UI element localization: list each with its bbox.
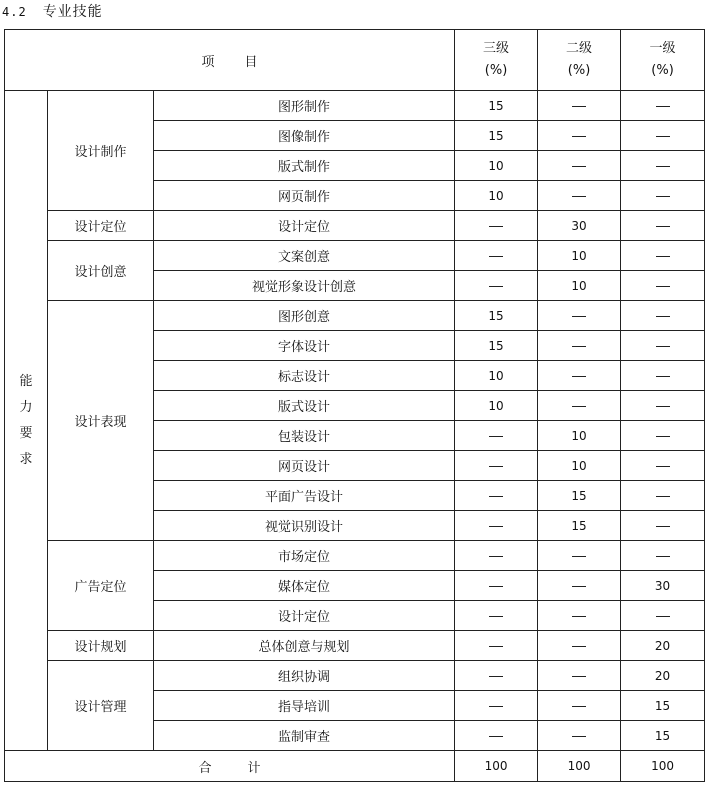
- level-name: 三级: [483, 41, 510, 56]
- item-name: 包装设计: [154, 421, 455, 451]
- dash-mark: [656, 316, 670, 317]
- value-cell: 20: [621, 661, 705, 691]
- item-name: 图形制作: [154, 91, 455, 121]
- item-name: 指导培训: [154, 691, 455, 721]
- dash-mark: [489, 496, 503, 497]
- dash-mark: [572, 166, 586, 167]
- group-name: 设计表现: [48, 301, 154, 541]
- empty-value-cell: [455, 571, 538, 601]
- empty-value-cell: [621, 361, 705, 391]
- dash-mark: [489, 466, 503, 467]
- header-item-label-2: 目: [244, 54, 258, 70]
- group-name: 设计创意: [48, 241, 154, 301]
- dash-mark: [656, 166, 670, 167]
- empty-value-cell: [455, 451, 538, 481]
- value-cell: 15: [621, 721, 705, 751]
- total-row: [5, 751, 705, 782]
- empty-value-cell: [621, 391, 705, 421]
- group-name: 设计管理: [48, 661, 154, 751]
- dash-mark: [489, 706, 503, 707]
- empty-value-cell: [621, 181, 705, 211]
- dash-mark: [656, 466, 670, 467]
- item-name: 设计定位: [154, 211, 455, 241]
- table-row: [5, 661, 705, 691]
- dash-mark: [489, 586, 503, 587]
- dash-mark: [656, 196, 670, 197]
- item-name: 网页制作: [154, 181, 455, 211]
- empty-value-cell: [455, 721, 538, 751]
- table-body: [5, 91, 705, 751]
- side-label-cell: [5, 91, 48, 751]
- item-name: 字体设计: [154, 331, 455, 361]
- empty-value-cell: [621, 91, 705, 121]
- total-label-2: 计: [247, 760, 261, 776]
- empty-value-cell: [621, 121, 705, 151]
- empty-value-cell: [455, 271, 538, 301]
- dash-mark: [656, 256, 670, 257]
- value-cell: 15: [621, 691, 705, 721]
- item-name: 图形创意: [154, 301, 455, 331]
- value-cell: 20: [621, 631, 705, 661]
- dash-mark: [656, 346, 670, 347]
- empty-value-cell: [621, 331, 705, 361]
- dash-mark: [572, 706, 586, 707]
- empty-value-cell: [455, 601, 538, 631]
- total-label-cell: [5, 751, 455, 782]
- empty-value-cell: [621, 481, 705, 511]
- empty-value-cell: [621, 151, 705, 181]
- header-row: [5, 30, 705, 91]
- section-number: 4.2: [2, 5, 27, 19]
- dash-mark: [656, 496, 670, 497]
- value-cell: 15: [538, 511, 621, 541]
- empty-value-cell: [621, 301, 705, 331]
- table-row: [5, 91, 705, 121]
- dash-mark: [572, 376, 586, 377]
- dash-mark: [656, 616, 670, 617]
- item-name: 市场定位: [154, 541, 455, 571]
- empty-value-cell: [621, 421, 705, 451]
- header-item-label-1: 项: [201, 54, 215, 70]
- dash-mark: [656, 526, 670, 527]
- empty-value-cell: [538, 661, 621, 691]
- empty-value-cell: [455, 211, 538, 241]
- dash-mark: [572, 346, 586, 347]
- empty-value-cell: [621, 241, 705, 271]
- item-name: 设计定位: [154, 601, 455, 631]
- dash-mark: [572, 736, 586, 737]
- value-cell: 10: [538, 241, 621, 271]
- dash-mark: [489, 676, 503, 677]
- dash-mark: [572, 136, 586, 137]
- dash-mark: [572, 586, 586, 587]
- value-cell: 15: [455, 91, 538, 121]
- empty-value-cell: [538, 181, 621, 211]
- item-name: 版式设计: [154, 391, 455, 421]
- empty-value-cell: [538, 361, 621, 391]
- item-name: 总体创意与规划: [154, 631, 455, 661]
- empty-value-cell: [621, 601, 705, 631]
- empty-value-cell: [538, 121, 621, 151]
- group-name: 设计定位: [48, 211, 154, 241]
- item-name: 组织协调: [154, 661, 455, 691]
- level-name: 二级: [566, 41, 593, 56]
- header-level-1: [621, 30, 705, 91]
- table-row: [5, 211, 705, 241]
- dash-mark: [656, 436, 670, 437]
- item-name: 标志设计: [154, 361, 455, 391]
- dash-mark: [489, 736, 503, 737]
- value-cell: 10: [455, 361, 538, 391]
- empty-value-cell: [621, 541, 705, 571]
- value-cell: 10: [455, 391, 538, 421]
- value-cell: 10: [538, 421, 621, 451]
- group-name: 设计规划: [48, 631, 154, 661]
- dash-mark: [572, 556, 586, 557]
- header-level-2: [538, 30, 621, 91]
- empty-value-cell: [538, 331, 621, 361]
- group-name: 广告定位: [48, 541, 154, 631]
- table-row: [5, 301, 705, 331]
- empty-value-cell: [455, 481, 538, 511]
- dash-mark: [489, 616, 503, 617]
- dash-mark: [489, 256, 503, 257]
- level-unit: (%): [651, 63, 674, 78]
- total-level-1: 100: [621, 751, 705, 782]
- item-name: 视觉识别设计: [154, 511, 455, 541]
- empty-value-cell: [455, 541, 538, 571]
- dash-mark: [489, 646, 503, 647]
- dash-mark: [656, 226, 670, 227]
- dash-mark: [572, 406, 586, 407]
- value-cell: 30: [538, 211, 621, 241]
- value-cell: 10: [455, 181, 538, 211]
- empty-value-cell: [455, 241, 538, 271]
- value-cell: 15: [455, 301, 538, 331]
- empty-value-cell: [621, 511, 705, 541]
- skills-table: [4, 29, 705, 782]
- dash-mark: [656, 556, 670, 557]
- value-cell: 15: [455, 331, 538, 361]
- total-level-2: 100: [538, 751, 621, 782]
- total-label-1: 合: [198, 760, 212, 776]
- empty-value-cell: [621, 271, 705, 301]
- dash-mark: [656, 136, 670, 137]
- dash-mark: [656, 286, 670, 287]
- empty-value-cell: [538, 691, 621, 721]
- table-row: [5, 541, 705, 571]
- item-name: 监制审查: [154, 721, 455, 751]
- value-cell: 10: [455, 151, 538, 181]
- dash-mark: [656, 406, 670, 407]
- level-unit: (%): [567, 63, 591, 78]
- value-cell: 15: [538, 481, 621, 511]
- level-name: 一级: [649, 41, 676, 56]
- dash-mark: [489, 286, 503, 287]
- empty-value-cell: [538, 151, 621, 181]
- empty-value-cell: [621, 211, 705, 241]
- section-heading: [2, 2, 103, 22]
- item-name: 视觉形象设计创意: [154, 271, 455, 301]
- dash-mark: [572, 106, 586, 107]
- empty-value-cell: [538, 571, 621, 601]
- empty-value-cell: [455, 631, 538, 661]
- empty-value-cell: [455, 661, 538, 691]
- header-level-3: [455, 30, 538, 91]
- item-name: 网页设计: [154, 451, 455, 481]
- section-title: 专业技能: [42, 4, 103, 20]
- empty-value-cell: [538, 631, 621, 661]
- dash-mark: [489, 556, 503, 557]
- total-level-3: 100: [455, 751, 538, 782]
- item-name: 版式制作: [154, 151, 455, 181]
- empty-value-cell: [538, 91, 621, 121]
- empty-value-cell: [538, 721, 621, 751]
- empty-value-cell: [621, 451, 705, 481]
- dash-mark: [572, 196, 586, 197]
- dash-mark: [656, 106, 670, 107]
- value-cell: 15: [455, 121, 538, 151]
- value-cell: 10: [538, 271, 621, 301]
- header-item-cell: [5, 30, 455, 91]
- dash-mark: [489, 436, 503, 437]
- item-name: 媒体定位: [154, 571, 455, 601]
- empty-value-cell: [455, 511, 538, 541]
- dash-mark: [572, 616, 586, 617]
- dash-mark: [572, 316, 586, 317]
- empty-value-cell: [538, 301, 621, 331]
- empty-value-cell: [538, 601, 621, 631]
- empty-value-cell: [538, 391, 621, 421]
- empty-value-cell: [455, 421, 538, 451]
- table-row: [5, 241, 705, 271]
- group-name: 设计制作: [48, 91, 154, 211]
- empty-value-cell: [455, 691, 538, 721]
- item-name: 平面广告设计: [154, 481, 455, 511]
- level-unit: (%): [484, 63, 508, 78]
- dash-mark: [572, 676, 586, 677]
- side-label: 能力要求: [19, 373, 33, 467]
- item-name: 图像制作: [154, 121, 455, 151]
- table-row: [5, 631, 705, 661]
- dash-mark: [656, 376, 670, 377]
- empty-value-cell: [538, 541, 621, 571]
- dash-mark: [572, 646, 586, 647]
- item-name: 文案创意: [154, 241, 455, 271]
- dash-mark: [489, 526, 503, 527]
- dash-mark: [489, 226, 503, 227]
- value-cell: 30: [621, 571, 705, 601]
- value-cell: 10: [538, 451, 621, 481]
